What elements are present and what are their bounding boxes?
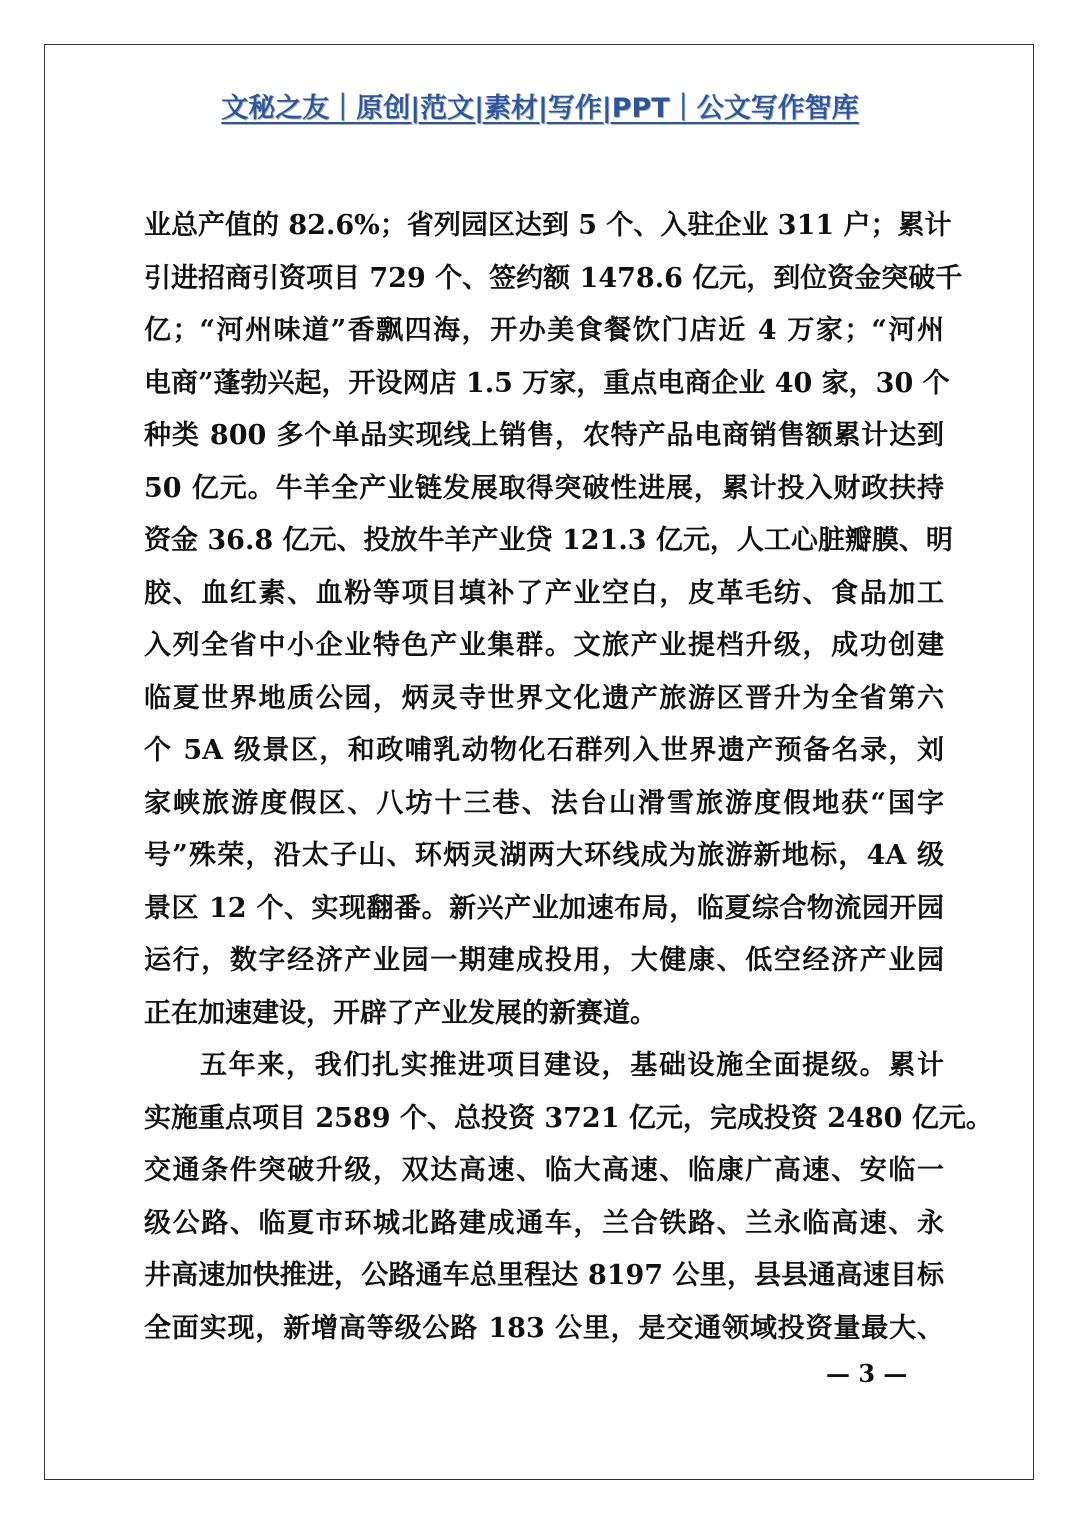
paragraph-line: 50 亿元。牛羊全产业链发展取得突破性进展，累计投入财政扶持 <box>144 472 944 504</box>
paragraph-line: 资金 36.8 亿元、投放牛羊产业贷 121.3 亿元，人工心脏瓣膜、明 <box>144 525 953 556</box>
paragraph-line: 全面实现，新增高等级公路 183 公里，是交通领域投资量最大、 <box>144 1312 944 1344</box>
paragraph-line: 家峡旅游度假区、八坊十三巷、法台山滑雪旅游度假地获“国字 <box>144 787 944 819</box>
paragraph-line: 实施重点项目 2589 个、总投资 3721 亿元，完成投资 2480 亿元。 <box>144 1102 993 1134</box>
paragraph-line: 井高速加快推进，公路通车总里程达 8197 公里，县县通高速目标 <box>144 1260 944 1291</box>
paragraph-line: 号”殊荣，沿太子山、环炳灵湖两大环线成为旅游新地标，4A 级 <box>144 840 944 871</box>
paragraph-line: 亿；“河州味道”香飘四海，开办美食餐饮门店近 4 万家；“河州 <box>144 315 944 346</box>
document-body <box>144 200 993 1355</box>
paragraph-line: 引进招商引资项目 729 个、签约额 1478.6 亿元，到位资金突破千 <box>144 262 963 294</box>
header-title: 文秘之友｜原创|范文|素材|写作|PPT｜公文写作智库 <box>221 93 859 124</box>
paragraph-line: 正在加速建设，开辟了产业发展的新赛道。 <box>144 997 657 1029</box>
paragraph-line: 临夏世界地质公园，炳灵寺世界文化遗产旅游区晋升为全省第六 <box>144 682 944 714</box>
paragraph-line: 级公路、临夏市环城北路建成通车，兰合铁路、兰永临高速、永 <box>144 1207 944 1239</box>
paragraph-line: 种类 800 多个单品实现线上销售，农特产品电商销售额累计达到 <box>144 420 944 451</box>
paragraph-line: 胶、血红素、血粉等项目填补了产业空白，皮革毛纺、食品加工 <box>144 577 944 609</box>
page-header <box>0 86 1080 125</box>
page-number: — 3 — <box>826 1359 908 1388</box>
paragraph-line: 交通条件突破升级，双达高速、临大高速、临康广高速、安临一 <box>144 1155 944 1186</box>
paragraph-line: 入列全省中小企业特色产业集群。文旅产业提档升级，成功创建 <box>144 630 944 661</box>
paragraph-line: 运行，数字经济产业园一期建成投用，大健康、低空经济产业园 <box>144 945 944 976</box>
paragraph-line: 景区 12 个、实现翻番。新兴产业加速布局，临夏综合物流园开园 <box>144 892 944 924</box>
paragraph-line: 电商”蓬勃兴起，开设网店 1.5 万家，重点电商企业 40 家，30 个 <box>144 367 950 399</box>
paragraph-line: 业总产值的 82.6%；省列园区达到 5 个、入驻企业 311 户；累计 <box>144 210 952 241</box>
paragraph-line: 五年来，我们扎实推进项目建设，基础设施全面提级。累计 <box>200 1050 944 1081</box>
paragraph-line: 个 5A 级景区，和政哺乳动物化石群列入世界遗产预备名录，刘 <box>144 735 944 766</box>
